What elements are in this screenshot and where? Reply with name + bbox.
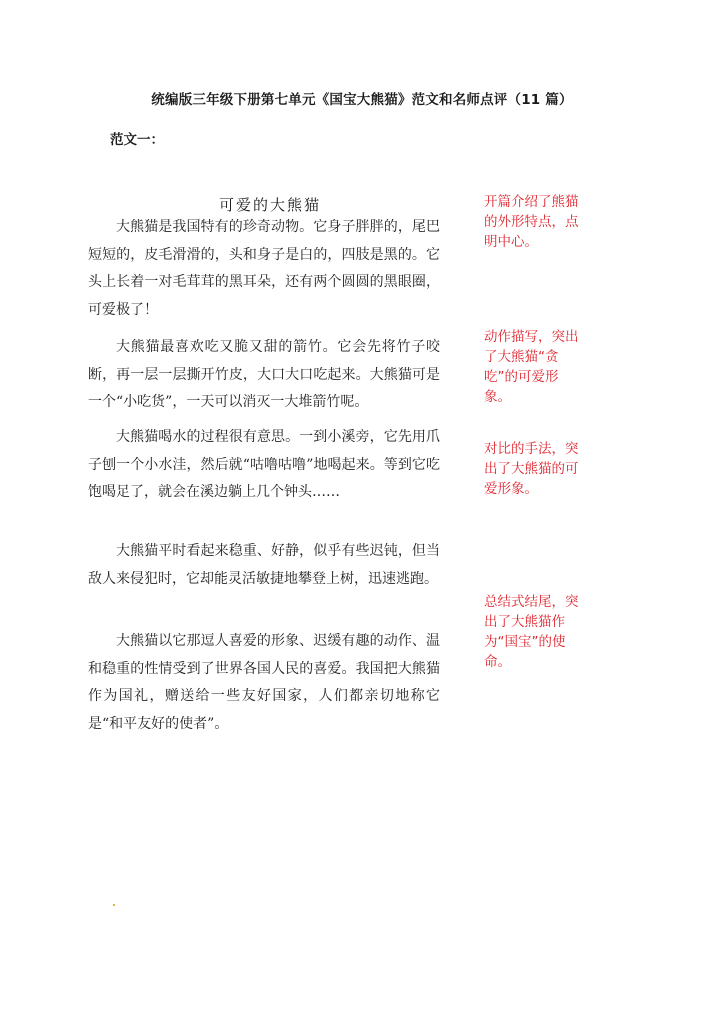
annotation-3: 对比的手法，突出了大熊猫的可爱形象。 [484,441,579,497]
document-title: 统编版三年级下册第七单元《国宝大熊猫》范文和名师点评（11 篇） [151,92,573,108]
essay-paragraph-4: 大熊猫平时看起来稳重、好静，似乎有些迟钝，但当敌人来侵犯时，它却能灵活敏捷地攀登上树，迅速逃跑。 [88,543,440,587]
annotation-4: 总结式结尾，突出了大熊猫作为“国宝”的使命。 [484,594,579,670]
scan-speck [113,904,115,906]
essay-paragraph-2: 大熊猫最喜欢吃又脆又甜的箭竹。它会先将竹子咬断，再一层一层撕开竹皮，大口大口吃起来。大熊猫可是一个“小吃货”，一天可以消灭一大堆箭竹呢。 [88,339,440,410]
section-label: 范文一： [110,132,164,148]
essay-paragraph-3: 大熊猫喝水的过程很有意思。一到小溪旁，它先用爪子刨一个小水洼，然后就“咕噜咕噜”地喝起来。等到它吃饱喝足了，就会在溪边躺上几个钟头…… [88,429,440,500]
essay-paragraph-1: 大熊猫是我国特有的珍奇动物。它身子胖胖的，尾巴短短的，皮毛滑滑的，头和身子是白的，四肢是黑的。它头上长着一对毛茸茸的黑耳朵，还有两个圆圆的黑眼圈，可爱极了！ [88,219,440,318]
essay-title: 可爱的大熊猫 [218,196,321,214]
annotation-2: 动作描写，突出了大熊猫“贪吃”的可爱形象。 [484,329,579,405]
essay-paragraph-5: 大熊猫以它那逗人喜爱的形象、迟缓有趣的动作、温和稳重的性情受到了世界各国人民的喜爱。我国把大熊猫作为国礼，赠送给一些友好国家，人们都亲切地称它是“和平友好的使者”。 [88,633,440,732]
annotation-1: 开篇介绍了熊猫的外形特点，点明中心。 [484,194,579,250]
